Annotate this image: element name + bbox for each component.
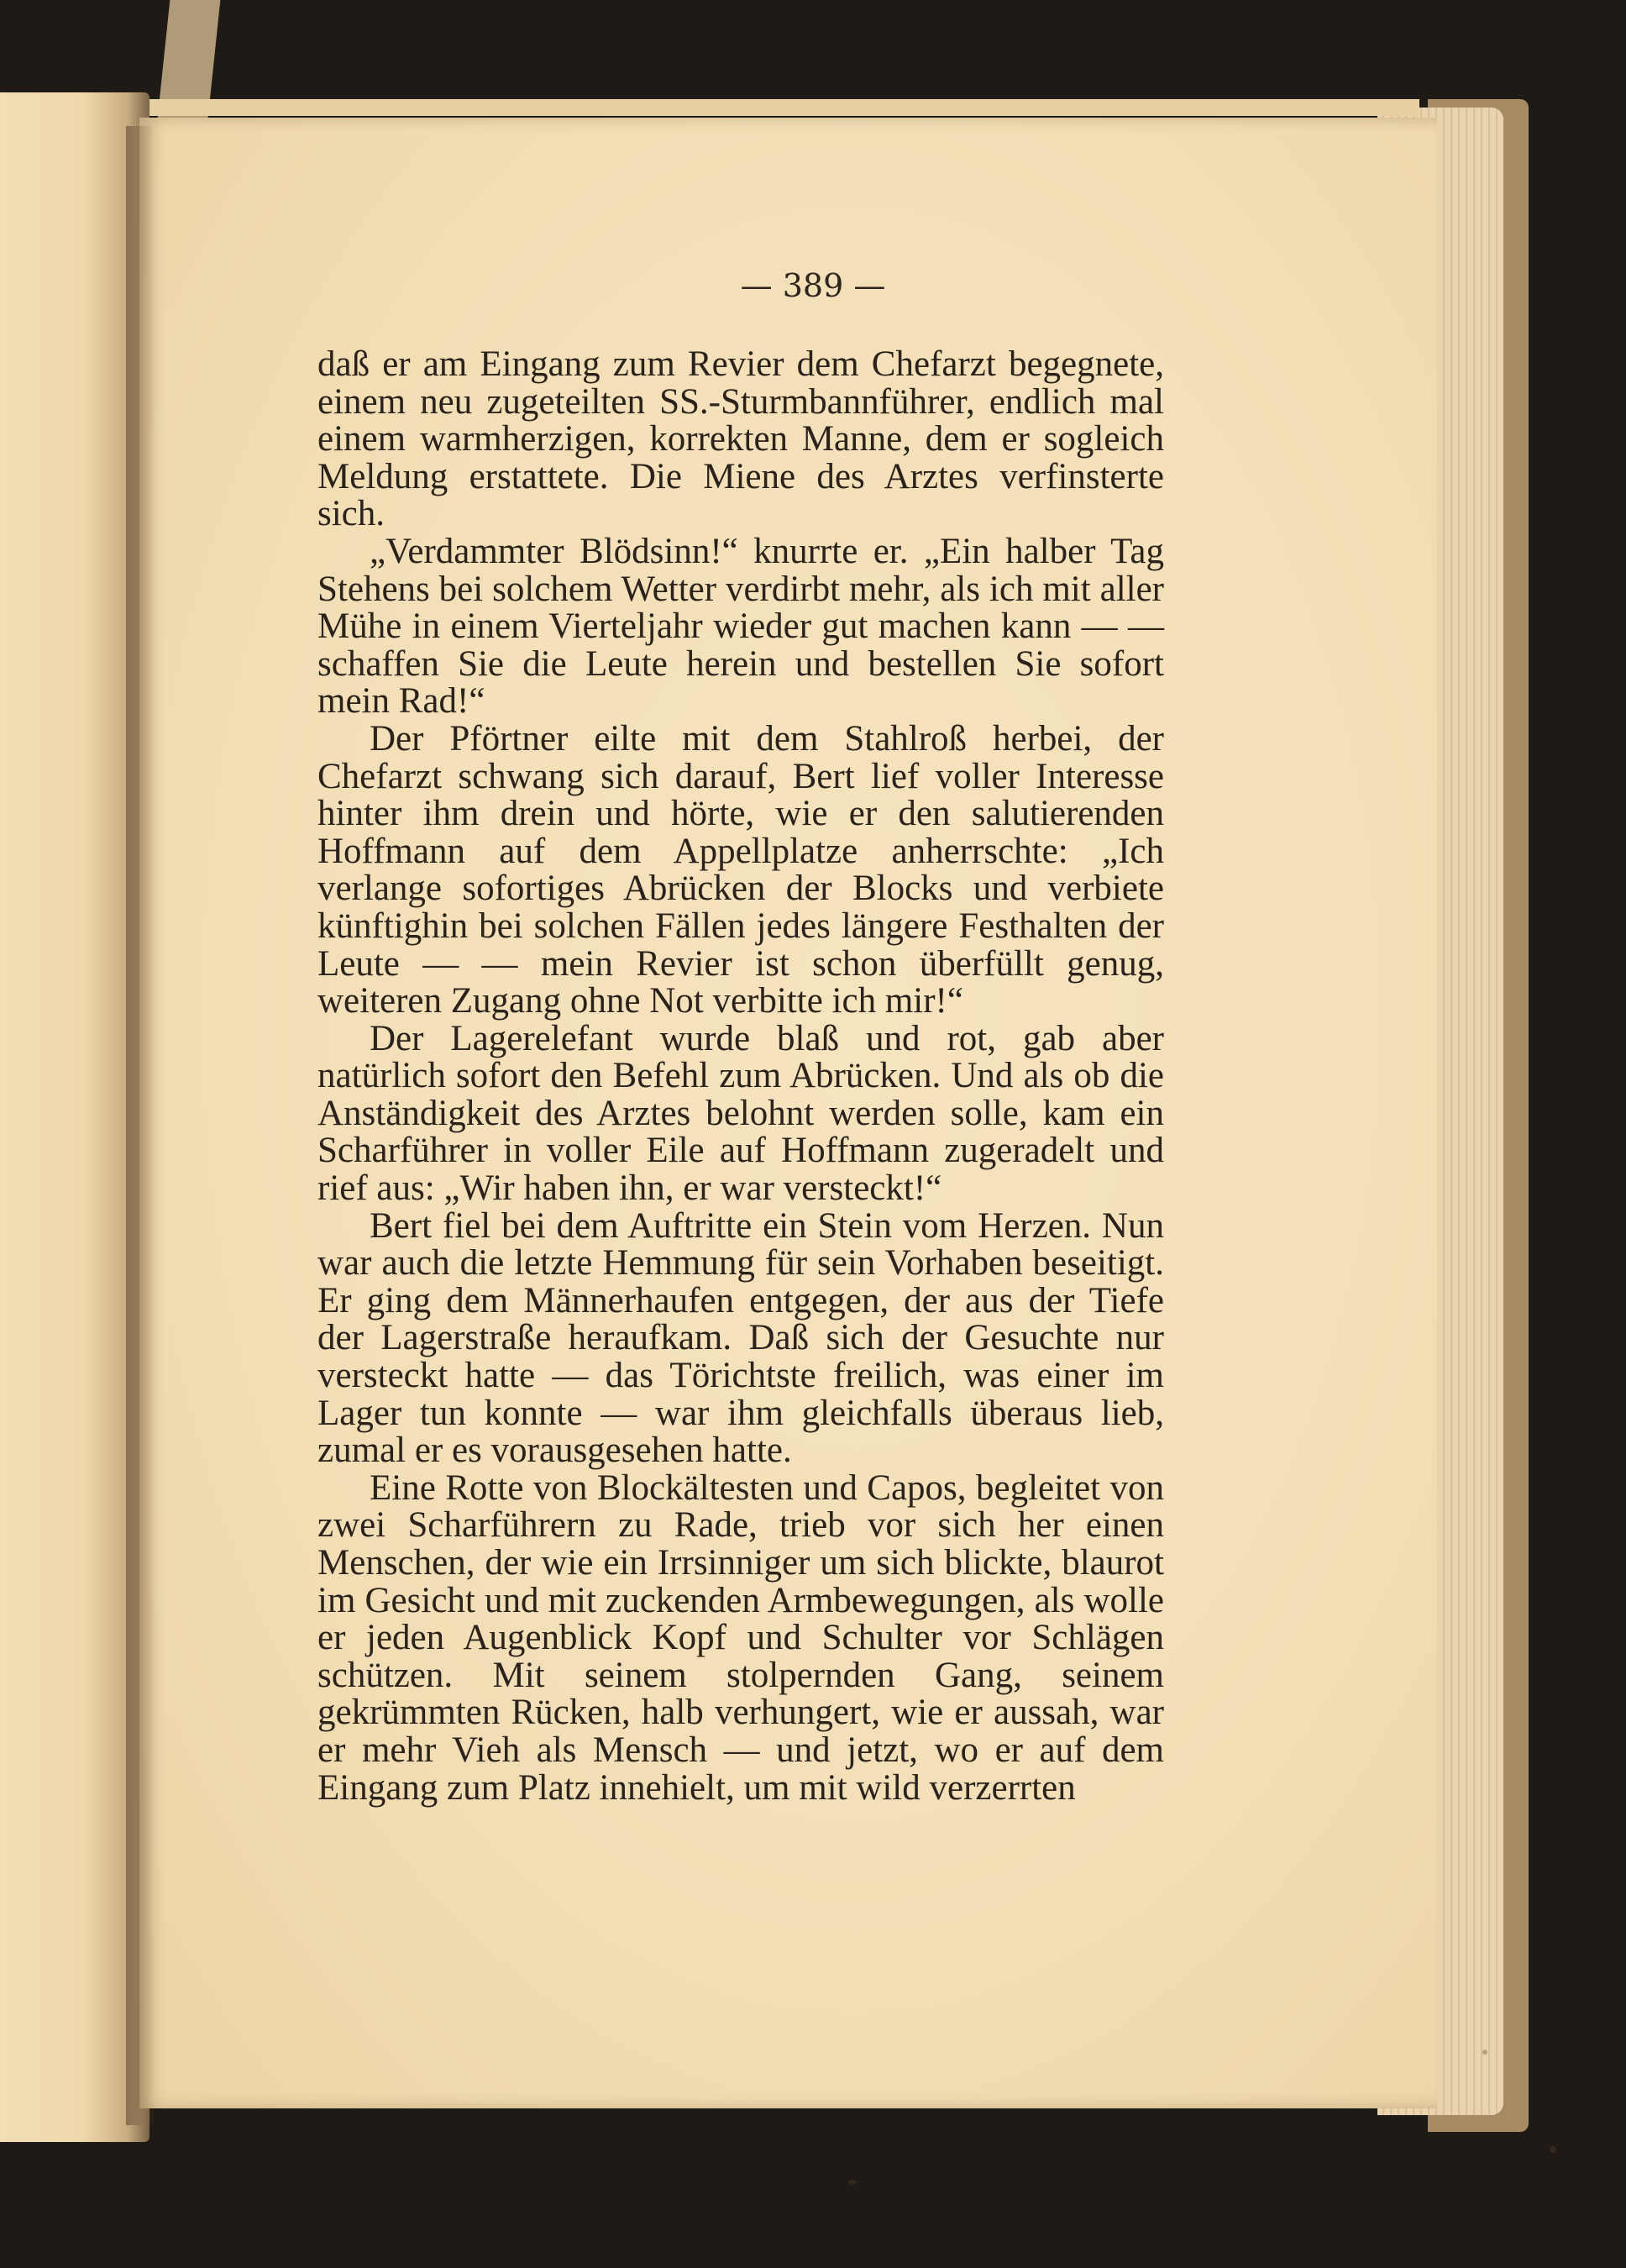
paragraph: daß er am Eingang zum Revier dem Chefarzt begegnete, einem neu zugeteilten SS.-Sturmbannführer, endlich mal einem warmherzigen, korrekten Manne, dem er sogleich Meldung erstattete. Die Miene des Arztes verfinsterte sich. bbox=[317, 344, 1164, 534]
page-number: — 389 — bbox=[740, 267, 886, 304]
top-edge bbox=[0, 99, 1419, 116]
paragraph: Der Pförtner eilte mit dem Stahlroß herbei, der Chefarzt schwang sich darauf, Bert lief voller Interesse hinter ihm drein und hörte, wie er den salutierenden Hoffmann auf dem Appellplatze anherrschte: „Ich verlange sofortiges Abrücken der Blocks und verbiete künftighin bei solchen Fällen jedes längere Festhalten der Leute — — mein Revier ist schon überfüllt genug, weiteren Zugang ohne Not verbitte ich mir!“ bbox=[317, 718, 1164, 1021]
paragraph: „Verdammter Blödsinn!“ knurrte er. „Ein halber Tag Stehens bei solchem Wetter verdirbt mehr, als ich mit aller Mühe in einem Vierteljahr wieder gut machen kann — — schaffen Sie die Leute herein und bestellen Sie sofort mein Rad!“ bbox=[317, 531, 1164, 722]
paragraph: Der Lagerelefant wurde blaß und rot, gab aber natürlich sofort den Befehl zum Abrücken. Und als ob die Anständigkeit des Arztes belohnt werden solle, kam ein Scharführer in voller Eile auf Hoffmann zugeradelt und rief aus: „Wir haben ihn, er war versteckt!“ bbox=[317, 1018, 1164, 1209]
speck bbox=[848, 2180, 857, 2185]
body-text bbox=[317, 346, 1164, 1807]
book-gutter bbox=[126, 126, 155, 2125]
speck bbox=[1482, 2050, 1487, 2055]
speck bbox=[1550, 2146, 1556, 2153]
paragraph: Eine Rotte von Blockältesten und Capos, begleitet von zwei Scharführern zu Rade, trieb vor sich her einen Menschen, der wie ein Irrsinniger um sich blickte, blaurot im Gesicht und mit zuckenden Armbewegungen, als wolle er jeden Augenblick Kopf und Schulter vor Schlägen schützen. Mit seinem stolpernden Gang, seinem gekrümmten Rücken, halb verhungert, wie er aussah, war er mehr Vieh als Mensch — und jetzt, wo er auf dem Eingang zum Platz innehielt, um mit wild verzerrten bbox=[317, 1467, 1164, 1808]
paragraph: Bert fiel bei dem Auftritte ein Stein vom Herzen. Nun war auch die letzte Hemmung für sein Vorhaben beseitigt. Er ging dem Männerhaufen entgegen, der aus der Tiefe der Lagerstraße heraufkam. Daß sich der Gesuchte nur versteckt hatte — das Törichtste freilich, was einer im Lager tun konnte — war ihm gleichfalls überaus lieb, zumal er es vorausgesehen hatte. bbox=[317, 1205, 1164, 1471]
